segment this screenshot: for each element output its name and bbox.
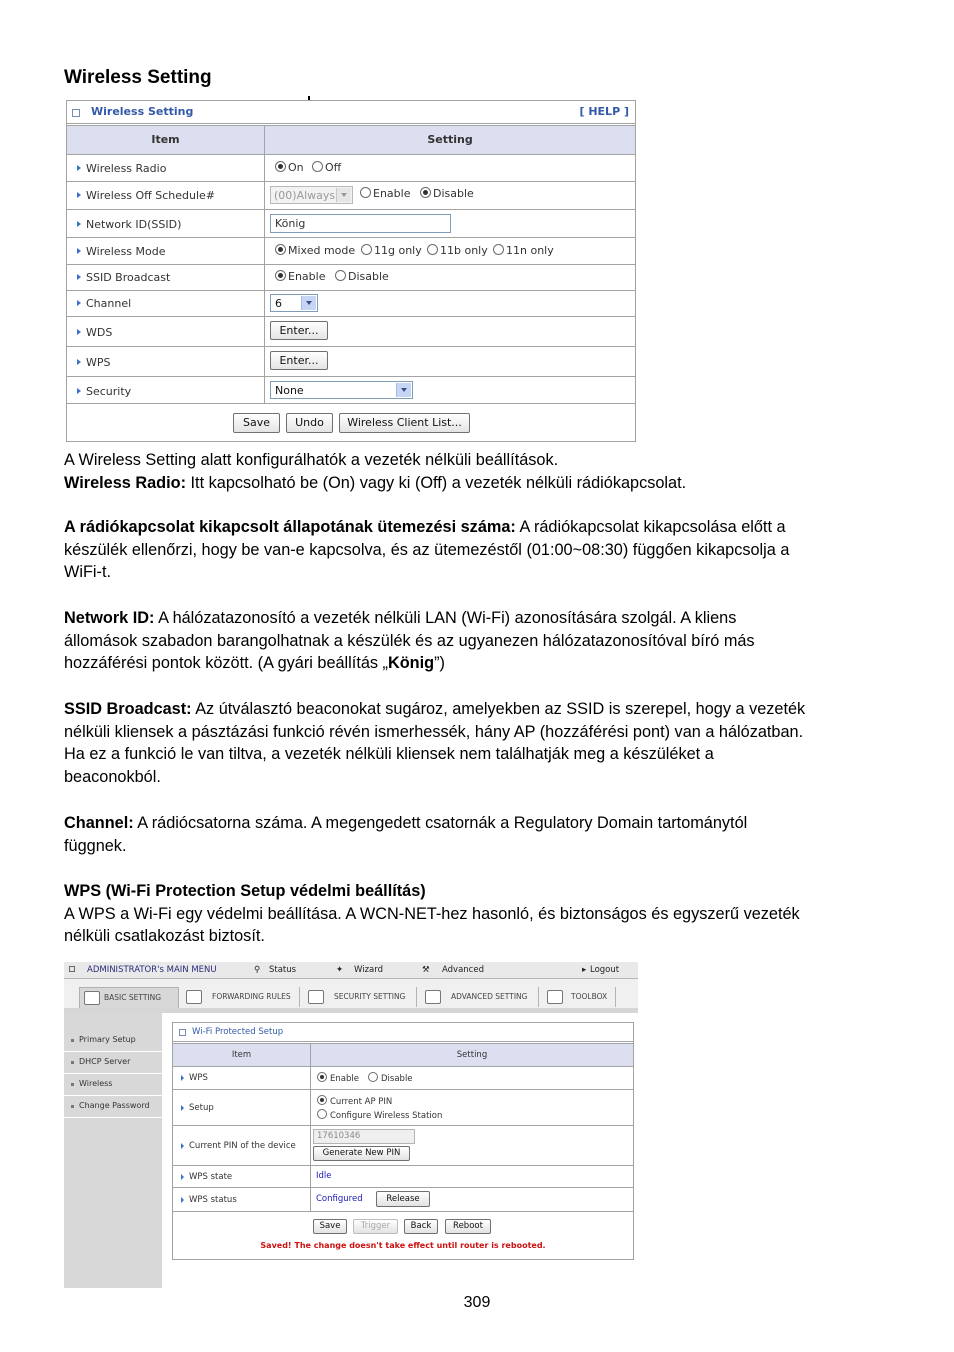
column-header-setting: Setting <box>456 1050 488 1060</box>
row-label: Wireless Radio <box>86 162 167 175</box>
radio-on[interactable]: On <box>275 161 304 174</box>
bullet-icon <box>71 1083 74 1086</box>
wps-disable-radio[interactable]: Disable <box>368 1072 413 1084</box>
wps-panel-title-bar <box>173 1023 633 1042</box>
row-label: WPS state <box>189 1172 233 1182</box>
row-label: SSID Broadcast <box>86 271 171 284</box>
wireless-setting-panel <box>66 100 636 442</box>
bullet-icon <box>71 1061 74 1064</box>
tab-security-setting[interactable]: SECURITY SETTING <box>304 987 417 1007</box>
schedule-paragraph: A rádiókapcsolat kikapcsolt állapotának ütemezési száma: A rádiókapcsolat kikapcsolása előtt a készülék ellenőrzi, hogy be van-e kapcsolva, és az ütemezéstől (01:00~08:30) függően kikapcsolja a WiFi-t. <box>64 518 790 582</box>
row-label: Current PIN of the device <box>189 1141 296 1151</box>
row-wds <box>67 317 635 347</box>
row-label: WPS <box>189 1073 208 1083</box>
wireless-client-list-button[interactable]: Wireless Client List... <box>339 413 470 433</box>
wds-enter-button[interactable]: Enter... <box>270 321 328 340</box>
sidebar-item-dhcp-server[interactable]: DHCP Server <box>64 1052 162 1074</box>
row-label: Channel <box>86 297 132 310</box>
column-header-setting: Setting <box>265 125 635 155</box>
row-wps-state <box>173 1166 633 1188</box>
setup-current-pin-radio[interactable]: Current AP PIN <box>317 1095 392 1107</box>
generate-new-pin-button[interactable]: Generate New PIN <box>313 1146 410 1161</box>
row-arrow-icon <box>77 388 81 394</box>
row-arrow-icon <box>181 1197 184 1203</box>
row-label: Security <box>86 385 132 398</box>
sidebar-item-primary-setup[interactable]: Primary Setup <box>64 1030 162 1052</box>
sidebar <box>64 1013 162 1288</box>
forwarding-icon <box>186 990 202 1004</box>
row-arrow-icon <box>77 329 81 335</box>
panel-square-icon <box>179 1029 186 1036</box>
row-label: WPS <box>86 356 111 369</box>
row-wireless-radio <box>67 155 635 182</box>
row-label: Setup <box>189 1103 214 1113</box>
row-arrow-icon <box>181 1075 184 1081</box>
column-header-item: Item <box>231 1050 252 1060</box>
setup-configure-station-radio[interactable]: Configure Wireless Station <box>317 1109 442 1121</box>
row-wps-status <box>173 1188 633 1212</box>
logout-arrow-icon: ▸ <box>582 965 587 975</box>
undo-button[interactable]: Undo <box>286 413 333 433</box>
row-setup <box>173 1090 633 1126</box>
row-network-id <box>67 210 635 238</box>
channel-select[interactable]: 6 <box>270 294 318 312</box>
row-ssid-broadcast <box>67 265 635 291</box>
reboot-button[interactable]: Reboot <box>445 1219 491 1234</box>
help-link[interactable]: [ HELP ] <box>579 105 629 118</box>
toolbox-icon <box>547 990 563 1004</box>
wps-status-value: Configured <box>316 1194 363 1204</box>
wps-state-value: Idle <box>316 1171 332 1181</box>
bullet-icon <box>71 1039 74 1042</box>
broadcast-enable-radio[interactable]: Enable <box>275 270 325 283</box>
tab-bar <box>64 979 638 1013</box>
row-arrow-icon <box>181 1143 184 1149</box>
row-wps <box>67 347 635 377</box>
basic-setting-icon <box>84 991 100 1005</box>
mode-11n-radio[interactable]: 11n only <box>493 244 554 257</box>
row-label: Wireless Off Schedule# <box>86 189 216 202</box>
pin-input[interactable]: 17610346 <box>313 1129 415 1144</box>
row-arrow-icon <box>77 248 81 254</box>
security-icon <box>308 990 324 1004</box>
row-wireless-mode <box>67 238 635 265</box>
release-button[interactable]: Release <box>376 1191 430 1207</box>
schedule-disable-radio[interactable]: Disable <box>420 187 474 200</box>
chevron-down-icon <box>336 188 351 202</box>
row-channel <box>67 291 635 317</box>
page-number: 309 <box>463 1294 491 1311</box>
status-link[interactable]: Status <box>269 965 297 975</box>
row-label: Wireless Mode <box>86 245 166 258</box>
tab-forwarding-rules[interactable]: FORWARDING RULES <box>182 987 300 1007</box>
row-arrow-icon <box>77 300 81 306</box>
panel-square-icon <box>72 109 80 117</box>
panel-title-bar <box>67 101 635 124</box>
row-wps <box>173 1067 633 1090</box>
sidebar-item-wireless[interactable]: Wireless <box>64 1074 162 1096</box>
row-arrow-icon <box>77 359 81 365</box>
section-heading: Wireless Setting <box>64 67 212 88</box>
wps-paragraph: WPS (Wi-Fi Protection Setup védelmi beállítás) A WPS a Wi-Fi egy védelmi beállítása. A WCN-NET-hez hasonló, és biztonságos és egyszerű vezeték nélküli csatlakozást biztosít. <box>64 882 800 946</box>
row-label: Network ID(SSID) <box>86 218 182 231</box>
advanced-link[interactable]: Advanced <box>442 965 484 975</box>
mode-11b-radio[interactable]: 11b only <box>427 244 488 257</box>
row-label: WDS <box>86 326 113 339</box>
row-security <box>67 377 635 404</box>
security-select[interactable]: None <box>270 381 413 399</box>
wizard-link[interactable]: Wizard <box>354 965 383 975</box>
row-arrow-icon <box>181 1105 184 1111</box>
intro-paragraph: A Wireless Setting alatt konfigurálhatók a vezeték nélküli beállítások. Wireless Radio: Itt kapcsolható be (On) vagy ki (Off) a vezeték nélküli rádiókapcsolat. <box>64 451 687 492</box>
panel-title: Wireless Setting <box>91 105 194 118</box>
menu-square-icon <box>69 966 75 972</box>
mode-mixed-radio[interactable]: Mixed mode <box>275 244 355 257</box>
row-label: WPS status <box>189 1195 237 1205</box>
row-current-pin <box>173 1126 633 1166</box>
broadcast-disable-radio[interactable]: Disable <box>335 270 389 283</box>
save-button[interactable]: Save <box>313 1219 347 1234</box>
back-button[interactable]: Back <box>404 1219 438 1234</box>
row-arrow-icon <box>181 1174 184 1180</box>
wizard-icon: ✦ <box>336 965 344 975</box>
chevron-down-icon <box>396 383 411 397</box>
tab-basic-setting[interactable]: BASIC SETTING <box>79 987 179 1009</box>
ssid-input[interactable]: König <box>270 214 451 233</box>
main-menu-label: ADMINISTRATOR's MAIN MENU <box>87 965 217 975</box>
sidebar-item-change-password[interactable]: Change Password <box>64 1096 162 1118</box>
tab-toolbox[interactable]: TOOLBOX <box>543 987 616 1007</box>
wps-column-headers <box>173 1043 633 1067</box>
router-admin-screenshot <box>64 962 638 1288</box>
channel-paragraph: Channel: A rádiócsatorna száma. A megengedett csatornák a Regulatory Domain tartománytól függnek. <box>64 814 748 855</box>
status-icon: ⚲ <box>254 965 261 975</box>
schedule-enable-radio[interactable]: Enable <box>360 187 410 200</box>
bullet-icon <box>71 1105 74 1108</box>
row-arrow-icon <box>77 165 81 171</box>
wps-panel <box>172 1022 634 1260</box>
logout-link[interactable]: Logout <box>590 965 620 975</box>
row-wireless-off-schedule <box>67 182 635 210</box>
row-arrow-icon <box>77 274 81 280</box>
advanced-setting-icon <box>425 990 441 1004</box>
row-arrow-icon <box>77 192 81 198</box>
tab-advanced-setting[interactable]: ADVANCED SETTING <box>421 987 539 1007</box>
save-button[interactable]: Save <box>233 413 280 433</box>
row-arrow-icon <box>77 221 81 227</box>
network-id-paragraph: Network ID: A hálózatazonosító a vezeték nélküli LAN (Wi-Fi) azonosítására szolgál. A kliens állomások szabadon barangolhatnak a készülék és az ugyanezen hálózatazonosítóval bíró más hozzáférési pontok között. (A gyári beállítás „König”) <box>64 609 755 673</box>
column-header-item: Item <box>67 125 265 155</box>
advanced-icon: ⚒ <box>422 965 430 975</box>
mode-11g-radio[interactable]: 11g only <box>361 244 422 257</box>
wps-panel-title: Wi-Fi Protected Setup <box>192 1027 284 1037</box>
schedule-select[interactable]: (00)Always <box>270 186 353 204</box>
ssid-broadcast-paragraph: SSID Broadcast: Az útválasztó beaconokat sugároz, amelyekben az SSID is szerepel, hogy a vezeték nélküli kliensek a pásztázási funkció révén ismerhessék, hány AP (hozzáférési pont) van a hálózatban. Ha ez a funkció le van tiltva, a vezeték nélküli kliensek nem találhatják meg a készüléket a beaconokból. <box>64 700 806 786</box>
top-menu-bar <box>64 962 638 979</box>
radio-off[interactable]: Off <box>312 161 341 174</box>
chevron-down-icon <box>301 296 316 310</box>
save-message: Saved! The change doesn't take effect until router is rebooted. <box>260 1241 546 1250</box>
wps-enable-radio[interactable]: Enable <box>317 1072 359 1084</box>
trigger-button[interactable]: Trigger <box>353 1219 398 1234</box>
wps-enter-button[interactable]: Enter... <box>270 351 328 370</box>
